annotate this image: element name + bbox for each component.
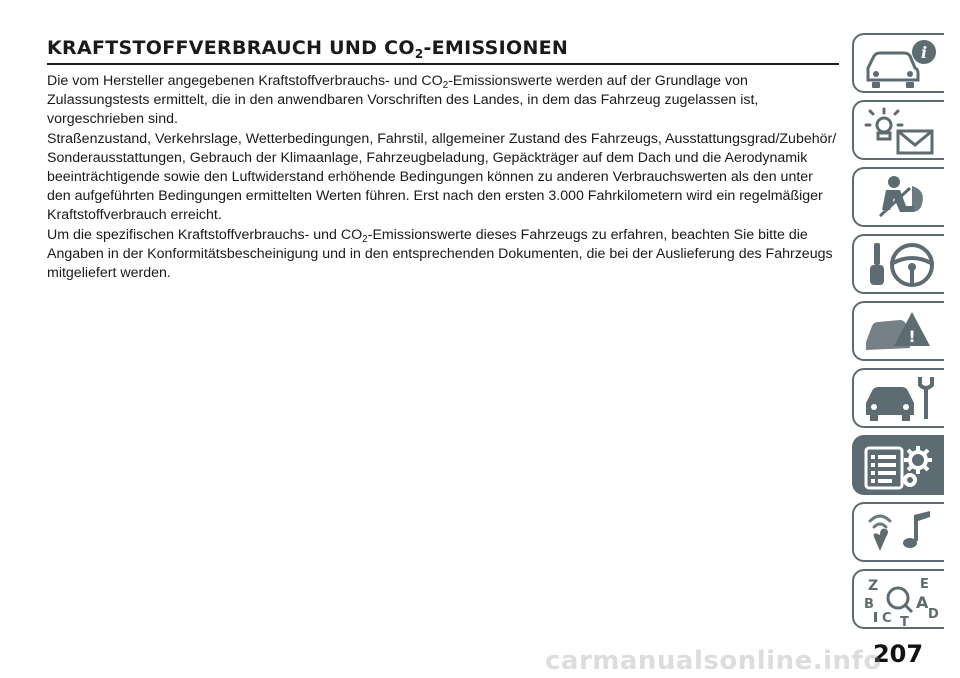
paragraph-1-text-a: Die vom Hersteller angegebenen Kraftstoffverbrauchs- und CO <box>47 73 443 89</box>
tab-starting-driving[interactable] <box>852 234 944 294</box>
tab-warning-lights[interactable] <box>852 100 944 160</box>
paragraph-1 <box>47 72 839 130</box>
heading-tail: -EMISSIONEN <box>423 37 569 59</box>
index-letter-c: C <box>882 611 892 626</box>
svg-text:!: ! <box>908 327 916 346</box>
index-letter-z: Z <box>868 578 879 594</box>
car-maintenance-icon <box>860 373 940 425</box>
tab-technical-data[interactable] <box>852 435 944 495</box>
paragraph-3-text-b: -Emissionswerte dieses Fahrzeugs zu erfahren, beachten Sie bitte die Angaben in der Konformitätsbescheinigung und in den entsprechenden Dokumenten, die bei der Auslieferung des Fahrzeugs mitgeliefert werden. <box>47 226 833 282</box>
car-info-icon <box>860 38 940 90</box>
index-letter-t: T <box>900 615 909 626</box>
paragraph-1-subscript: 2 <box>442 80 449 91</box>
index-letter-d: D <box>928 607 939 622</box>
paragraph-3-subscript: 2 <box>362 233 368 245</box>
key-steering-wheel-icon <box>860 239 940 291</box>
heading-main: KRAFTSTOFFVERBRAUCH UND CO <box>47 37 415 59</box>
page-content <box>47 36 839 283</box>
paragraph-2: Straßenzustand, Verkehrslage, Wetterbedingungen, Fahrstil, allgemeiner Zustand des Fahrzeugs, Ausstattungsgrad/Zubehör/ Sonderausstattungen, Gebrauch der Klimaanlage, Fahrzeugbeladung, Gepäckträger auf dem Dach und die Aerodynamik beeinträchtigende sowie den Luftwiderstand erhöhende Bedingungen können zu anderen Verbrauchswerten als den unter den aufgeführten Bedingungen ermittelten Werten führen. Erst nach den ersten 3.000 Fahrkilometern wird ein regelmäßiger Kraftstoffverbrauch erreicht. <box>47 130 837 224</box>
svg-text:i: i <box>920 43 928 62</box>
tab-multimedia[interactable] <box>852 502 944 562</box>
section-heading <box>47 36 839 65</box>
body-text <box>47 72 839 283</box>
technical-data-icon <box>860 440 940 492</box>
car-emergency-icon <box>860 306 940 358</box>
paragraph-3-text-a: Um die spezifischen Kraftstoffverbrauchs- und CO <box>47 226 363 243</box>
chapter-tabs <box>852 33 944 636</box>
multimedia-icon <box>860 507 940 559</box>
airbag-seatbelt-icon <box>860 172 940 224</box>
tab-car-info[interactable] <box>852 33 944 93</box>
tab-safety[interactable] <box>852 167 944 227</box>
tab-maintenance[interactable] <box>852 368 944 428</box>
watermark-text: carmanualsonline.info <box>545 646 882 676</box>
tab-index[interactable] <box>852 569 944 629</box>
paragraph-1-text-b: -Emissionswerte werden auf der Grundlage von Zulassungstests ermittelt, die in den anwendbaren Vorschriften des Landes, in dem das Fahrzeug zugelassen ist, vorgeschrieben sind. <box>47 73 759 128</box>
index-letter-a: A <box>916 593 929 612</box>
tab-emergency[interactable] <box>852 301 944 361</box>
index-letter-b: B <box>864 597 874 612</box>
alphabetical-index-icon <box>860 574 940 626</box>
warning-lights-icon <box>860 105 940 157</box>
paragraph-3 <box>47 226 839 284</box>
page-number: 207 <box>872 640 924 668</box>
index-letter-e: E <box>920 577 929 592</box>
heading-subscript: 2 <box>414 47 424 61</box>
